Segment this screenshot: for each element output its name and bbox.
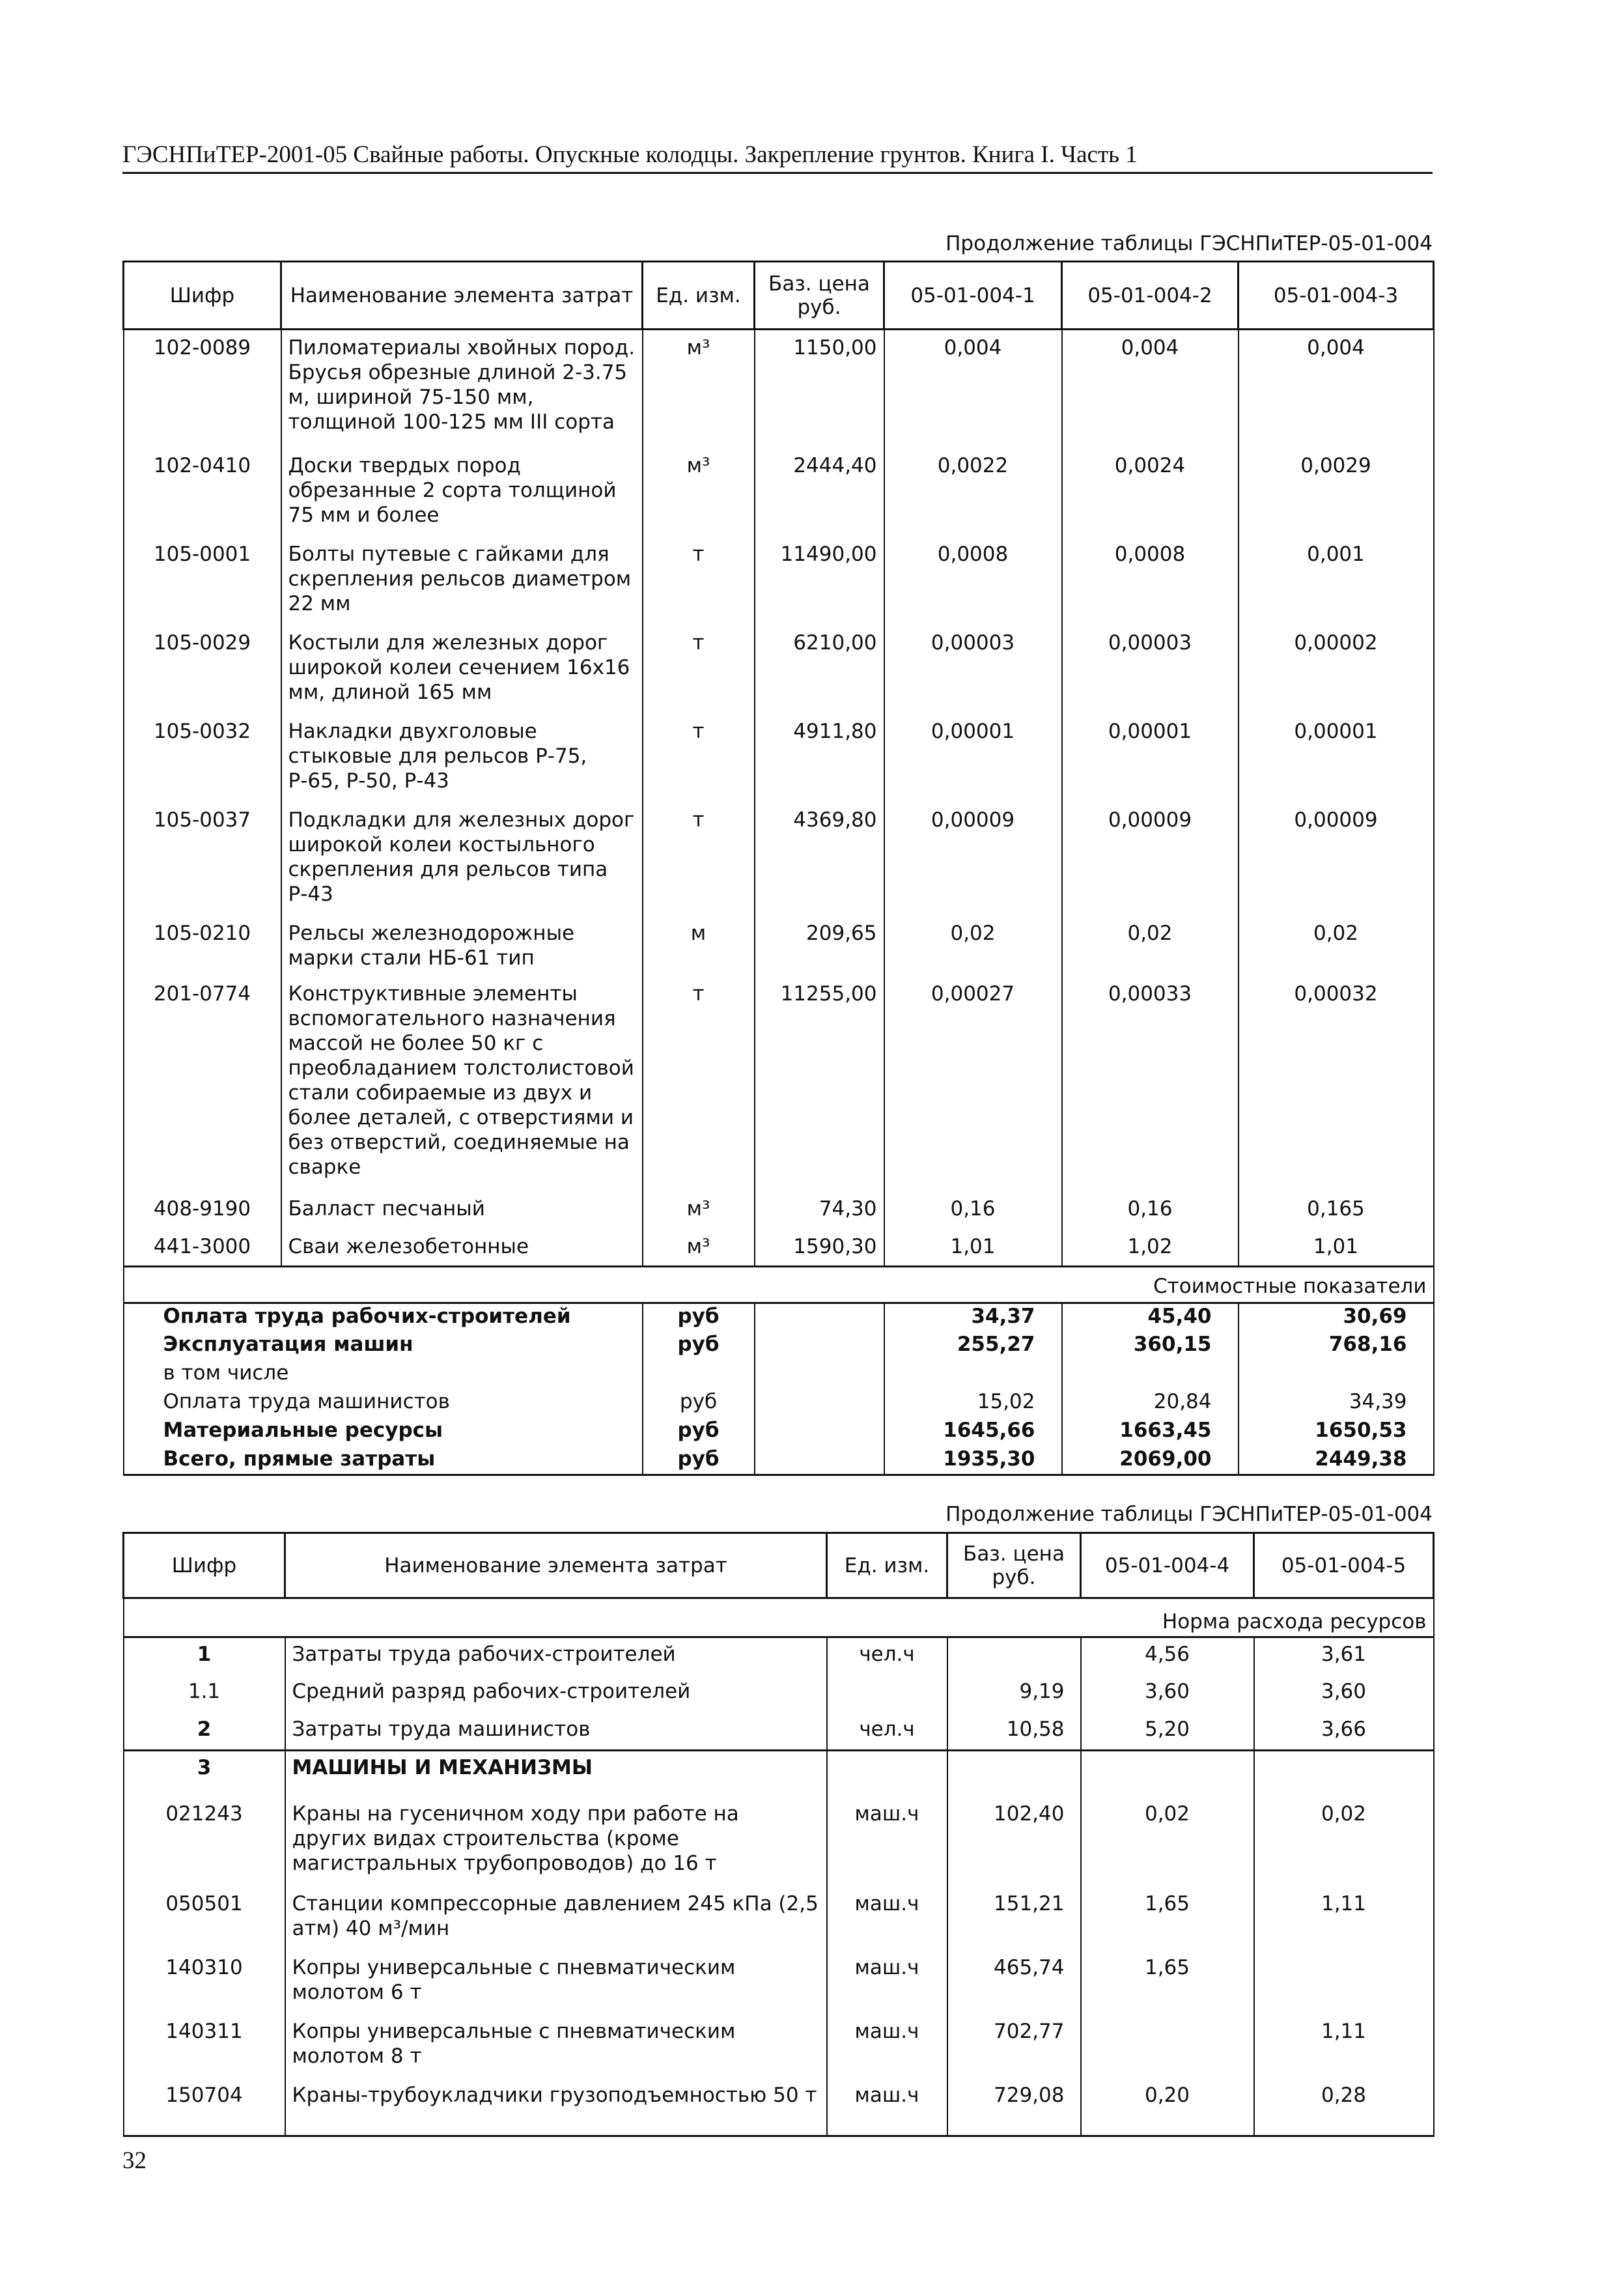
cost-name: Всего, прямые затраты xyxy=(124,1447,643,1475)
norm-value: 1,01 xyxy=(884,1229,1062,1267)
resource-code: 1.1 xyxy=(124,1675,285,1713)
col-v1: 05-01-004-1 xyxy=(884,262,1062,330)
resource-unit: м xyxy=(643,916,755,976)
table-row xyxy=(124,802,1434,916)
norm-value: 1,11 xyxy=(1254,2015,1434,2079)
base-price: 10,58 xyxy=(947,1713,1081,1751)
cost-value xyxy=(884,1361,1062,1389)
cost-value: 255,27 xyxy=(884,1332,1062,1361)
norm-value: 0,02 xyxy=(1081,1798,1254,1887)
col-price: Баз. цена руб. xyxy=(755,262,884,330)
table-row xyxy=(124,1713,1434,1751)
resource-unit: м³ xyxy=(643,1229,755,1267)
cost-value: 1935,30 xyxy=(884,1447,1062,1475)
norm-value: 0,00001 xyxy=(1239,714,1434,802)
running-header: ГЭСНПиТЕР-2001-05 Свайные работы. Опускные колодцы. Закрепление грунтов. Книга I. Часть 1 xyxy=(122,141,1138,168)
norm-value xyxy=(1254,1951,1434,2015)
resource-code: 3 xyxy=(124,1751,285,1798)
empty-cell xyxy=(755,1389,884,1418)
resource-unit xyxy=(827,1675,947,1713)
resource-name: Рельсы железнодорожные марки стали НБ-61 тип xyxy=(281,916,643,976)
resource-name: Пиломатериалы хвойных пород. Брусья обрезные длиной 2-3.75 м, шириной 75-150 мм, толщиной 100-125 мм III сорта xyxy=(281,330,643,448)
cost-value: 1650,53 xyxy=(1239,1418,1434,1447)
resource-name: МАШИНЫ И МЕХАНИЗМЫ xyxy=(285,1751,827,1798)
col-v2: 05-01-004-2 xyxy=(1062,262,1239,330)
table-row xyxy=(124,2079,1434,2136)
resources-table-2 xyxy=(122,1532,1435,2137)
resource-code: 102-0410 xyxy=(124,448,281,537)
norm-value: 3,60 xyxy=(1081,1675,1254,1713)
norm-value: 0,02 xyxy=(884,916,1062,976)
norm-value: 4,56 xyxy=(1081,1637,1254,1675)
cost-value: 1645,66 xyxy=(884,1418,1062,1447)
empty-cell xyxy=(755,1361,884,1389)
norm-value: 1,02 xyxy=(1062,1229,1239,1267)
cost-unit: руб xyxy=(643,1332,755,1361)
resource-unit: т xyxy=(643,537,755,625)
table-row xyxy=(124,330,1434,448)
base-price: 1150,00 xyxy=(755,330,884,448)
cost-row xyxy=(124,1447,1434,1475)
norm-value: 0,0029 xyxy=(1239,448,1434,537)
norm-value: 0,00027 xyxy=(884,976,1062,1191)
base-price: 465,74 xyxy=(947,1951,1081,2015)
resource-code: 441-3000 xyxy=(124,1229,281,1267)
norm-value xyxy=(1081,1751,1254,1798)
norm-value: 0,20 xyxy=(1081,2079,1254,2136)
resource-name: Конструктивные элементы вспомогательного назначения массой не более 50 кг с преобладанием толстолистовой стали собираемые из двух и более деталей, с отверстиями и без отверстий, соединяемые на сварке xyxy=(281,976,643,1191)
norm-value: 1,65 xyxy=(1081,1887,1254,1951)
cost-value: 34,37 xyxy=(884,1303,1062,1332)
cost-caption-row xyxy=(124,1267,1434,1303)
cost-row xyxy=(124,1389,1434,1418)
resource-name: Затраты труда рабочих-строителей xyxy=(285,1637,827,1675)
resource-name: Доски твердых пород обрезанные 2 сорта толщиной 75 мм и более xyxy=(281,448,643,537)
cost-value: 20,84 xyxy=(1062,1389,1239,1418)
table-row xyxy=(124,714,1434,802)
norm-value: 0,00032 xyxy=(1239,976,1434,1191)
table-row xyxy=(124,1637,1434,1675)
norm-value: 0,02 xyxy=(1062,916,1239,976)
resource-unit: м³ xyxy=(643,1191,755,1229)
table-row xyxy=(124,625,1434,714)
cost-value xyxy=(1239,1361,1434,1389)
base-price: 729,08 xyxy=(947,2079,1081,2136)
base-price xyxy=(947,1751,1081,1798)
resource-name: Краны на гусеничном ходу при работе на других видах строительства (кроме магистральных трубопроводов) до 16 т xyxy=(285,1798,827,1887)
cost-value: 768,16 xyxy=(1239,1332,1434,1361)
cost-value xyxy=(1062,1361,1239,1389)
resource-name: Костыли для железных дорог широкой колеи сечением 16x16 мм, длиной 165 мм xyxy=(281,625,643,714)
base-price: 6210,00 xyxy=(755,625,884,714)
table-row xyxy=(124,2015,1434,2079)
resource-code: 140311 xyxy=(124,2015,285,2079)
cost-row xyxy=(124,1418,1434,1447)
empty-cell xyxy=(755,1332,884,1361)
norm-value: 0,0008 xyxy=(1062,537,1239,625)
resource-unit: м³ xyxy=(643,330,755,448)
resource-name: Краны-трубоукладчики грузоподъемностью 50 т xyxy=(285,2079,827,2136)
norm-value: 0,00001 xyxy=(1062,714,1239,802)
resource-name: Накладки двухголовые стыковые для рельсов Р-75, Р-65, Р-50, Р-43 xyxy=(281,714,643,802)
resource-code: 1 xyxy=(124,1637,285,1675)
resource-unit xyxy=(827,1751,947,1798)
cost-unit: руб xyxy=(643,1418,755,1447)
resource-code: 150704 xyxy=(124,2079,285,2136)
col-v4: 05-01-004-4 xyxy=(1081,1533,1254,1598)
norm-value: 0,00009 xyxy=(884,802,1062,916)
base-price: 4911,80 xyxy=(755,714,884,802)
resource-code: 102-0089 xyxy=(124,330,281,448)
resource-name: Сваи железобетонные xyxy=(281,1229,643,1267)
norm-value: 3,66 xyxy=(1254,1713,1434,1751)
norm-caption-row xyxy=(124,1598,1434,1637)
norm-value: 0,165 xyxy=(1239,1191,1434,1229)
norm-value xyxy=(1254,1751,1434,1798)
resources-table-1 xyxy=(122,261,1435,1476)
table-row xyxy=(124,1751,1434,1798)
resource-code: 105-0001 xyxy=(124,537,281,625)
table-row xyxy=(124,1191,1434,1229)
resource-unit: маш.ч xyxy=(827,1887,947,1951)
col-unit: Ед. изм. xyxy=(827,1533,947,1598)
table-row xyxy=(124,916,1434,976)
base-price: 9,19 xyxy=(947,1675,1081,1713)
resource-unit: т xyxy=(643,625,755,714)
norm-value: 0,00002 xyxy=(1239,625,1434,714)
resource-code: 408-9190 xyxy=(124,1191,281,1229)
table-row xyxy=(124,1675,1434,1713)
header-rule xyxy=(122,172,1433,174)
cost-value: 2069,00 xyxy=(1062,1447,1239,1475)
norm-value: 3,61 xyxy=(1254,1637,1434,1675)
resource-code: 105-0210 xyxy=(124,916,281,976)
norm-value: 0,001 xyxy=(1239,537,1434,625)
col-name: Наименование элемента затрат xyxy=(285,1533,827,1598)
norm-value: 0,16 xyxy=(1062,1191,1239,1229)
empty-cell xyxy=(755,1303,884,1332)
resource-unit: т xyxy=(643,976,755,1191)
norm-value: 1,65 xyxy=(1081,1951,1254,2015)
page-number: 32 xyxy=(122,2147,147,2174)
norm-value: 0,02 xyxy=(1239,916,1434,976)
norm-value: 0,0008 xyxy=(884,537,1062,625)
resource-name: Затраты труда машинистов xyxy=(285,1713,827,1751)
resource-unit: маш.ч xyxy=(827,2015,947,2079)
norm-value: 0,02 xyxy=(1254,1798,1434,1887)
cost-value: 360,15 xyxy=(1062,1332,1239,1361)
cost-value: 15,02 xyxy=(884,1389,1062,1418)
cost-value: 1663,45 xyxy=(1062,1418,1239,1447)
norm-value: 0,16 xyxy=(884,1191,1062,1229)
resource-unit: маш.ч xyxy=(827,1798,947,1887)
norm-value: 3,60 xyxy=(1254,1675,1434,1713)
resource-unit: т xyxy=(643,714,755,802)
resource-code: 2 xyxy=(124,1713,285,1751)
norm-value: 0,00009 xyxy=(1239,802,1434,916)
norm-value: 0,00009 xyxy=(1062,802,1239,916)
norm-value: 0,004 xyxy=(884,330,1062,448)
resource-code: 105-0029 xyxy=(124,625,281,714)
base-price: 11255,00 xyxy=(755,976,884,1191)
norm-value: 0,00033 xyxy=(1062,976,1239,1191)
cost-name: Эксплуатация машин xyxy=(124,1332,643,1361)
table-row xyxy=(124,1887,1434,1951)
resource-unit: чел.ч xyxy=(827,1713,947,1751)
cost-value: 34,39 xyxy=(1239,1389,1434,1418)
cost-name: в том числе xyxy=(124,1361,643,1389)
norm-value: 0,0022 xyxy=(884,448,1062,537)
resource-unit: чел.ч xyxy=(827,1637,947,1675)
base-price: 209,65 xyxy=(755,916,884,976)
cost-unit xyxy=(643,1361,755,1389)
norm-value: 1,01 xyxy=(1239,1229,1434,1267)
table-row xyxy=(124,448,1434,537)
resource-code: 105-0032 xyxy=(124,714,281,802)
base-price: 702,77 xyxy=(947,2015,1081,2079)
base-price: 4369,80 xyxy=(755,802,884,916)
resource-name: Копры универсальные с пневматическим молотом 8 т xyxy=(285,2015,827,2079)
norm-value: 1,11 xyxy=(1254,1887,1434,1951)
resource-name: Подкладки для железных дорог широкой колеи костыльного скрепления для рельсов типа Р-43 xyxy=(281,802,643,916)
col-unit: Ед. изм. xyxy=(643,262,755,330)
cost-row xyxy=(124,1361,1434,1389)
resource-name: Станции компрессорные давлением 245 кПа (2,5 атм) 40 м³/мин xyxy=(285,1887,827,1951)
col-code: Шифр xyxy=(124,262,281,330)
table-row xyxy=(124,1951,1434,2015)
norm-value: 0,00003 xyxy=(1062,625,1239,714)
resource-unit: т xyxy=(643,802,755,916)
cost-unit: руб xyxy=(643,1447,755,1475)
col-name: Наименование элемента затрат xyxy=(281,262,643,330)
empty-cell xyxy=(755,1418,884,1447)
empty-cell xyxy=(755,1447,884,1475)
resource-code: 050501 xyxy=(124,1887,285,1951)
cost-value: 2449,38 xyxy=(1239,1447,1434,1475)
table2-caption: Продолжение таблицы ГЭСНПиТЕР-05-01-004 xyxy=(945,1503,1433,1526)
cost-row xyxy=(124,1332,1434,1361)
norm-value: 0,00003 xyxy=(884,625,1062,714)
resource-unit: маш.ч xyxy=(827,1951,947,2015)
resource-name: Болты путевые с гайками для скрепления рельсов диаметром 22 мм xyxy=(281,537,643,625)
resource-unit: м³ xyxy=(643,448,755,537)
norm-value: 5,20 xyxy=(1081,1713,1254,1751)
base-price xyxy=(947,1637,1081,1675)
table-row xyxy=(124,976,1434,1191)
cost-row xyxy=(124,1303,1434,1332)
col-code: Шифр xyxy=(124,1533,285,1598)
base-price: 1590,30 xyxy=(755,1229,884,1267)
table-row xyxy=(124,1798,1434,1887)
resource-name: Средний разряд рабочих-строителей xyxy=(285,1675,827,1713)
cost-name: Материальные ресурсы xyxy=(124,1418,643,1447)
cost-unit: руб xyxy=(643,1303,755,1332)
table-row xyxy=(124,1229,1434,1267)
norm-value xyxy=(1081,2015,1254,2079)
norm-value: 0,004 xyxy=(1239,330,1434,448)
resource-code: 021243 xyxy=(124,1798,285,1887)
base-price: 74,30 xyxy=(755,1191,884,1229)
col-v3: 05-01-004-3 xyxy=(1239,262,1434,330)
norm-caption: Норма расхода ресурсов xyxy=(124,1598,1434,1637)
cost-value: 30,69 xyxy=(1239,1303,1434,1332)
resource-name: Балласт песчаный xyxy=(281,1191,643,1229)
col-v5: 05-01-004-5 xyxy=(1254,1533,1434,1598)
table-row xyxy=(124,537,1434,625)
base-price: 2444,40 xyxy=(755,448,884,537)
cost-name: Оплата труда рабочих-строителей xyxy=(124,1303,643,1332)
resource-code: 201-0774 xyxy=(124,976,281,1191)
norm-value: 0,00001 xyxy=(884,714,1062,802)
table1-caption: Продолжение таблицы ГЭСНПиТЕР-05-01-004 xyxy=(945,232,1433,255)
col-price: Баз. цена руб. xyxy=(947,1533,1081,1598)
resource-name: Копры универсальные с пневматическим молотом 6 т xyxy=(285,1951,827,2015)
cost-name: Оплата труда машинистов xyxy=(124,1389,643,1418)
norm-value: 0,28 xyxy=(1254,2079,1434,2136)
norm-value: 0,0024 xyxy=(1062,448,1239,537)
cost-caption: Стоимостные показатели xyxy=(124,1267,1434,1303)
base-price: 11490,00 xyxy=(755,537,884,625)
resource-unit: маш.ч xyxy=(827,2079,947,2136)
resource-code: 105-0037 xyxy=(124,802,281,916)
norm-value: 0,004 xyxy=(1062,330,1239,448)
cost-value: 45,40 xyxy=(1062,1303,1239,1332)
cost-unit: руб xyxy=(643,1389,755,1418)
base-price: 102,40 xyxy=(947,1798,1081,1887)
resource-code: 140310 xyxy=(124,1951,285,2015)
base-price: 151,21 xyxy=(947,1887,1081,1951)
